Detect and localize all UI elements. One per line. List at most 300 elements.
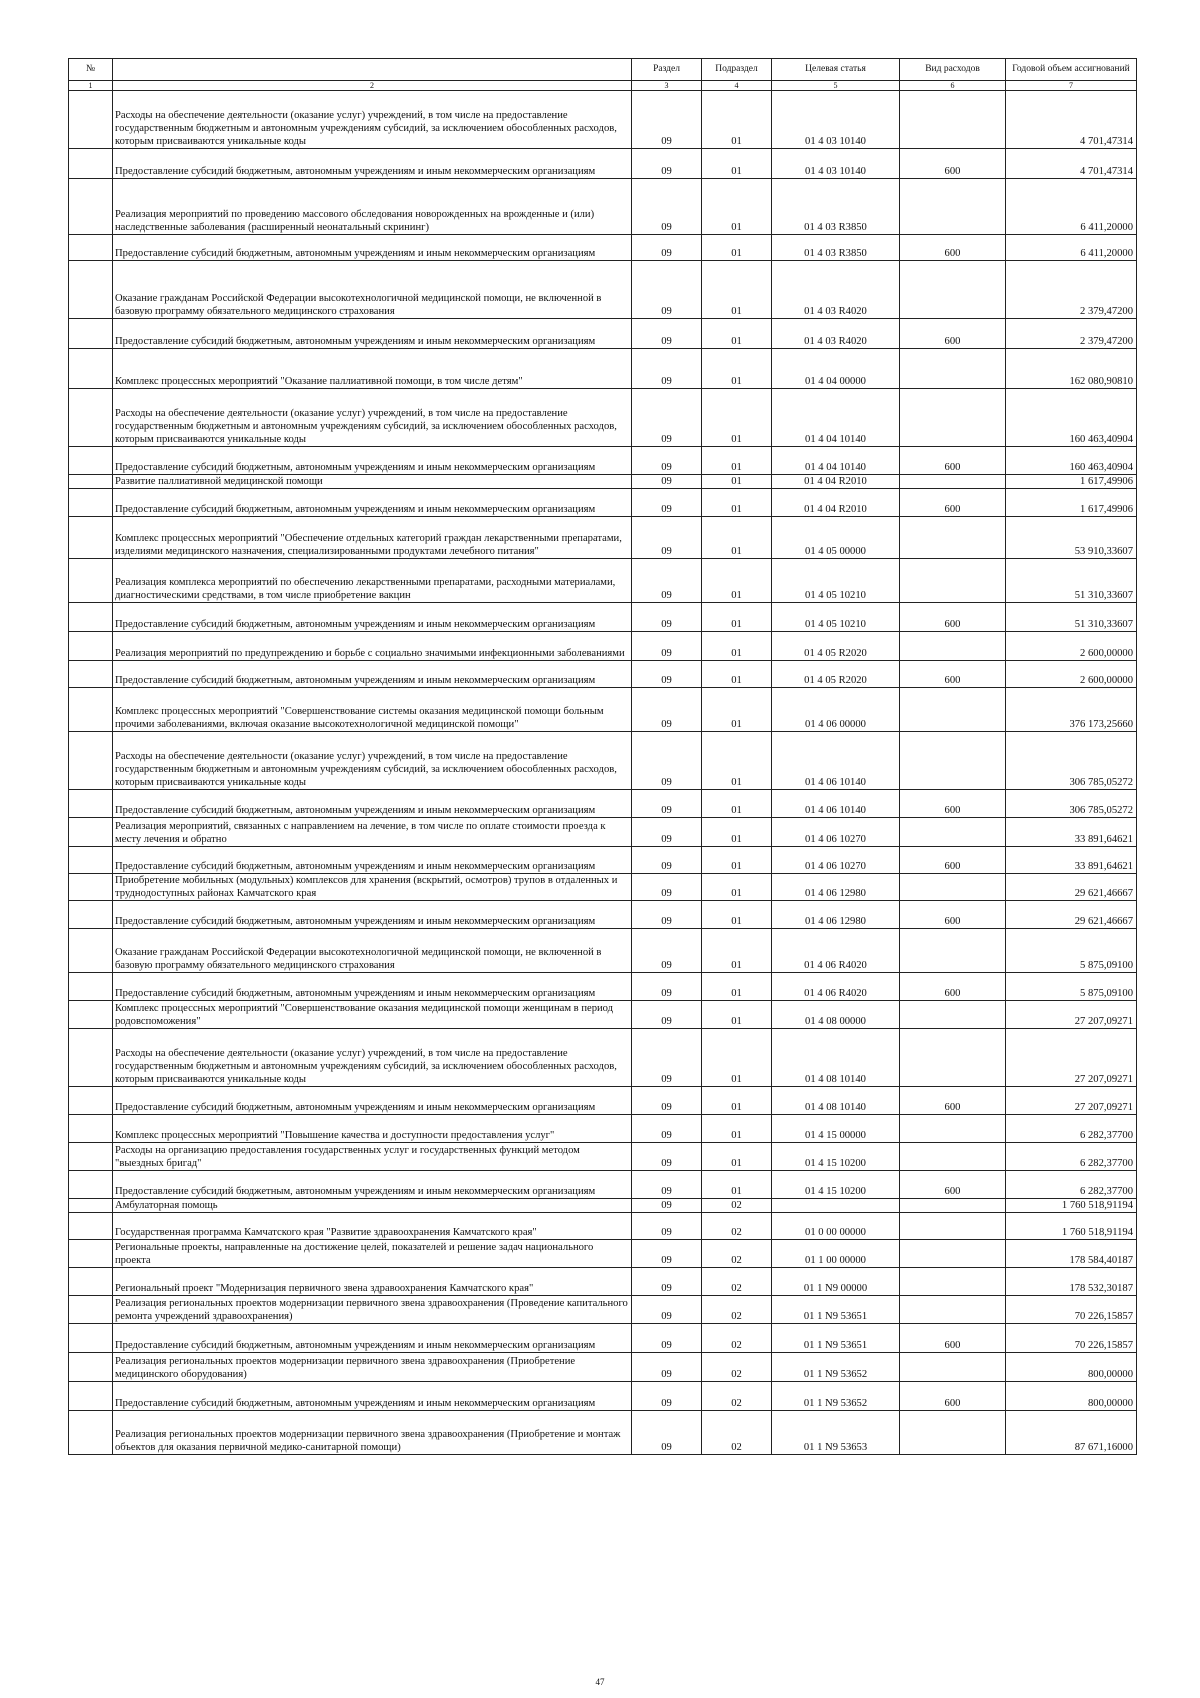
razdel-code: 09 (632, 389, 702, 447)
podrazdel-code: 02 (702, 1382, 772, 1411)
table-row (69, 818, 1137, 847)
expense-type-code: 600 (900, 319, 1006, 349)
budget-table (68, 58, 1137, 1455)
item-name: Комплекс процессных мероприятий "Обеспечение отдельных категорий граждан лекарственными препаратами, изделиями медицинского назначения, специализированными продуктами лечебного питания" (113, 517, 632, 559)
col-header-podrazdel: Подраздел (702, 59, 772, 81)
item-name: Предоставление субсидий бюджетным, автономным учреждениям и иным некоммерческим организациям (113, 901, 632, 929)
razdel-code: 09 (632, 517, 702, 559)
expense-type-code (900, 1411, 1006, 1455)
row-number-cell (69, 1087, 113, 1115)
col-header-name (113, 59, 632, 81)
razdel-code: 09 (632, 818, 702, 847)
target-article-code: 01 4 06 10140 (772, 790, 900, 818)
item-name: Предоставление субсидий бюджетным, автономным учреждениям и иным некоммерческим организациям (113, 149, 632, 179)
annual-amount: 6 282,37700 (1006, 1115, 1137, 1143)
table-row (69, 732, 1137, 790)
item-name: Расходы на организацию предоставления государственных услуг и государственных функций методом "выездных бригад" (113, 1143, 632, 1171)
razdel-code: 09 (632, 1382, 702, 1411)
target-article-code: 01 4 05 00000 (772, 517, 900, 559)
expense-type-code: 600 (900, 489, 1006, 517)
annual-amount: 2 600,00000 (1006, 632, 1137, 661)
razdel-code: 09 (632, 1115, 702, 1143)
razdel-code: 09 (632, 1001, 702, 1029)
expense-type-code (900, 179, 1006, 235)
annual-amount: 70 226,15857 (1006, 1296, 1137, 1324)
table-row (69, 1240, 1137, 1268)
row-number-cell (69, 1001, 113, 1029)
podrazdel-code: 01 (702, 1001, 772, 1029)
razdel-code: 09 (632, 489, 702, 517)
annual-amount: 376 173,25660 (1006, 688, 1137, 732)
row-number-cell (69, 349, 113, 389)
table-row (69, 790, 1137, 818)
annual-amount: 2 379,47200 (1006, 319, 1137, 349)
row-number-cell (69, 447, 113, 475)
table-row (69, 661, 1137, 688)
annual-amount: 33 891,64621 (1006, 847, 1137, 874)
annual-amount: 800,00000 (1006, 1382, 1137, 1411)
table-row (69, 1213, 1137, 1240)
expense-type-code (900, 1143, 1006, 1171)
col-number-7: 7 (1006, 81, 1137, 91)
annual-amount: 160 463,40904 (1006, 447, 1137, 475)
item-name: Предоставление субсидий бюджетным, автономным учреждениям и иным некоммерческим организациям (113, 235, 632, 261)
target-article-code: 01 4 05 10210 (772, 559, 900, 603)
expense-type-code (900, 1001, 1006, 1029)
table-row (69, 1171, 1137, 1199)
table-row (69, 517, 1137, 559)
annual-amount: 5 875,09100 (1006, 929, 1137, 973)
razdel-code: 09 (632, 349, 702, 389)
table-row (69, 235, 1137, 261)
razdel-code: 09 (632, 1213, 702, 1240)
annual-amount: 160 463,40904 (1006, 389, 1137, 447)
target-article-code (772, 1199, 900, 1213)
podrazdel-code: 02 (702, 1213, 772, 1240)
expense-type-code: 600 (900, 149, 1006, 179)
item-name: Предоставление субсидий бюджетным, автономным учреждениям и иным некоммерческим организациям (113, 1087, 632, 1115)
target-article-code: 01 4 04 10140 (772, 447, 900, 475)
podrazdel-code: 01 (702, 973, 772, 1001)
razdel-code: 09 (632, 1171, 702, 1199)
podrazdel-code: 01 (702, 389, 772, 447)
item-name: Предоставление субсидий бюджетным, автономным учреждениям и иным некоммерческим организациям (113, 790, 632, 818)
expense-type-code: 600 (900, 1171, 1006, 1199)
target-article-code: 01 4 04 R2010 (772, 475, 900, 489)
expense-type-code (900, 632, 1006, 661)
target-article-code: 01 4 03 R4020 (772, 261, 900, 319)
item-name: Реализация региональных проектов модернизации первичного звена здравоохранения (Приобретение медицинского оборудования) (113, 1353, 632, 1382)
row-number-cell (69, 389, 113, 447)
target-article-code: 01 1 N9 00000 (772, 1268, 900, 1296)
razdel-code: 09 (632, 661, 702, 688)
item-name: Развитие паллиативной медицинской помощи (113, 475, 632, 489)
page-number: 47 (595, 1677, 605, 1687)
row-number-cell (69, 1382, 113, 1411)
table-header (69, 59, 1137, 91)
table-row (69, 389, 1137, 447)
podrazdel-code: 01 (702, 790, 772, 818)
item-name: Предоставление субсидий бюджетным, автономным учреждениям и иным некоммерческим организациям (113, 1171, 632, 1199)
target-article-code: 01 4 04 R2010 (772, 489, 900, 517)
row-number-cell (69, 818, 113, 847)
expense-type-code (900, 874, 1006, 901)
table-row (69, 1296, 1137, 1324)
table-row (69, 1411, 1137, 1455)
expense-type-code: 600 (900, 847, 1006, 874)
table-row (69, 261, 1137, 319)
table-row (69, 603, 1137, 632)
annual-amount: 6 411,20000 (1006, 179, 1137, 235)
item-name: Расходы на обеспечение деятельности (оказание услуг) учреждений, в том числе на предоставление государственным бюджетным и автономным учреждениям субсидий, за исключением обособленных расходов, которым присваиваются уникальные коды (113, 1029, 632, 1087)
podrazdel-code: 01 (702, 261, 772, 319)
item-name: Предоставление субсидий бюджетным, автономным учреждениям и иным некоммерческим организациям (113, 319, 632, 349)
razdel-code: 09 (632, 559, 702, 603)
item-name: Предоставление субсидий бюджетным, автономным учреждениям и иным некоммерческим организациям (113, 847, 632, 874)
item-name: Комплекс процессных мероприятий "Совершенствование системы оказания медицинской помощи больным прочими заболеваниями, включая оказание высокотехнологичной медицинской помощи" (113, 688, 632, 732)
table-row (69, 1001, 1137, 1029)
row-number-cell (69, 1199, 113, 1213)
row-number-cell (69, 1143, 113, 1171)
table-row (69, 149, 1137, 179)
target-article-code: 01 4 06 R4020 (772, 929, 900, 973)
podrazdel-code: 01 (702, 603, 772, 632)
razdel-code: 09 (632, 235, 702, 261)
podrazdel-code: 01 (702, 847, 772, 874)
item-name: Оказание гражданам Российской Федерации высокотехнологичной медицинской помощи, не включенной в базовую программу обязательного медицинского страхования (113, 261, 632, 319)
target-article-code: 01 4 15 00000 (772, 1115, 900, 1143)
podrazdel-code: 01 (702, 901, 772, 929)
item-name: Реализация мероприятий, связанных с направлением на лечение, в том числе по оплате стоимости проезда к месту лечения и обратно (113, 818, 632, 847)
item-name: Реализация мероприятий по проведению массового обследования новорожденных на врожденные и (или) наследственные заболевания (расширенный неонатальный скрининг) (113, 179, 632, 235)
podrazdel-code: 02 (702, 1268, 772, 1296)
expense-type-code: 600 (900, 1324, 1006, 1353)
podrazdel-code: 02 (702, 1411, 772, 1455)
annual-amount: 33 891,64621 (1006, 818, 1137, 847)
podrazdel-code: 01 (702, 149, 772, 179)
row-number-cell (69, 1411, 113, 1455)
item-name: Региональные проекты, направленные на достижение целей, показателей и решение задач национального проекта (113, 1240, 632, 1268)
target-article-code: 01 4 06 00000 (772, 688, 900, 732)
row-number-cell (69, 1240, 113, 1268)
expense-type-code (900, 1268, 1006, 1296)
podrazdel-code: 01 (702, 688, 772, 732)
target-article-code: 01 4 06 12980 (772, 874, 900, 901)
podrazdel-code: 02 (702, 1240, 772, 1268)
table-row (69, 973, 1137, 1001)
table-row (69, 1115, 1137, 1143)
item-name: Реализация комплекса мероприятий по обеспечению лекарственными препаратами, расходными материалами, диагностическими средствами, в том числе приобретение вакцин (113, 559, 632, 603)
annual-amount: 5 875,09100 (1006, 973, 1137, 1001)
col-number-1: 1 (69, 81, 113, 91)
expense-type-code (900, 1199, 1006, 1213)
annual-amount: 27 207,09271 (1006, 1087, 1137, 1115)
item-name: Региональный проект "Модернизация первичного звена здравоохранения Камчатского края" (113, 1268, 632, 1296)
podrazdel-code: 01 (702, 559, 772, 603)
annual-amount: 4 701,47314 (1006, 149, 1137, 179)
podrazdel-code: 01 (702, 475, 772, 489)
razdel-code: 09 (632, 1324, 702, 1353)
expense-type-code: 600 (900, 603, 1006, 632)
table-body (69, 91, 1137, 1455)
row-number-cell (69, 790, 113, 818)
annual-amount: 306 785,05272 (1006, 790, 1137, 818)
annual-amount: 87 671,16000 (1006, 1411, 1137, 1455)
annual-amount: 27 207,09271 (1006, 1001, 1137, 1029)
razdel-code: 09 (632, 319, 702, 349)
annual-amount: 6 411,20000 (1006, 235, 1137, 261)
podrazdel-code: 01 (702, 1171, 772, 1199)
table-row (69, 559, 1137, 603)
item-name: Комплекс процессных мероприятий "Повышение качества и доступности предоставления услуг" (113, 1115, 632, 1143)
expense-type-code (900, 1240, 1006, 1268)
item-name: Предоставление субсидий бюджетным, автономным учреждениям и иным некоммерческим организациям (113, 447, 632, 475)
razdel-code: 09 (632, 1353, 702, 1382)
razdel-code: 09 (632, 91, 702, 149)
target-article-code: 01 4 08 00000 (772, 1001, 900, 1029)
annual-amount: 6 282,37700 (1006, 1171, 1137, 1199)
target-article-code: 01 4 15 10200 (772, 1171, 900, 1199)
expense-type-code (900, 389, 1006, 447)
razdel-code: 09 (632, 1411, 702, 1455)
annual-amount: 51 310,33607 (1006, 603, 1137, 632)
item-name: Оказание гражданам Российской Федерации высокотехнологичной медицинской помощи, не включенной в базовую программу обязательного медицинского страхования (113, 929, 632, 973)
annual-amount: 1 617,49906 (1006, 489, 1137, 517)
expense-type-code (900, 91, 1006, 149)
row-number-cell (69, 1213, 113, 1240)
target-article-code: 01 4 08 10140 (772, 1029, 900, 1087)
target-article-code: 01 4 06 10270 (772, 847, 900, 874)
table-row (69, 349, 1137, 389)
target-article-code: 01 4 05 R2020 (772, 632, 900, 661)
razdel-code: 09 (632, 1240, 702, 1268)
target-article-code: 01 4 03 R4020 (772, 319, 900, 349)
razdel-code: 09 (632, 632, 702, 661)
annual-amount: 53 910,33607 (1006, 517, 1137, 559)
target-article-code: 01 1 N9 53651 (772, 1296, 900, 1324)
col-number-4: 4 (702, 81, 772, 91)
razdel-code: 09 (632, 447, 702, 475)
row-number-cell (69, 1029, 113, 1087)
col-header-target: Целевая статья (772, 59, 900, 81)
expense-type-code (900, 929, 1006, 973)
razdel-code: 09 (632, 1296, 702, 1324)
podrazdel-code: 01 (702, 1029, 772, 1087)
row-number-cell (69, 929, 113, 973)
target-article-code: 01 0 00 00000 (772, 1213, 900, 1240)
row-number-cell (69, 901, 113, 929)
podrazdel-code: 01 (702, 235, 772, 261)
expense-type-code (900, 559, 1006, 603)
expense-type-code (900, 1029, 1006, 1087)
target-article-code: 01 4 04 00000 (772, 349, 900, 389)
razdel-code: 09 (632, 1199, 702, 1213)
razdel-code: 09 (632, 1268, 702, 1296)
annual-amount: 178 532,30187 (1006, 1268, 1137, 1296)
razdel-code: 09 (632, 790, 702, 818)
row-number-cell (69, 661, 113, 688)
row-number-cell (69, 559, 113, 603)
table-row (69, 447, 1137, 475)
expense-type-code: 600 (900, 235, 1006, 261)
razdel-code: 09 (632, 1087, 702, 1115)
expense-type-code (900, 349, 1006, 389)
target-article-code: 01 1 N9 53653 (772, 1411, 900, 1455)
expense-type-code: 600 (900, 661, 1006, 688)
razdel-code: 09 (632, 847, 702, 874)
podrazdel-code: 01 (702, 1143, 772, 1171)
table-row (69, 1087, 1137, 1115)
podrazdel-code: 02 (702, 1296, 772, 1324)
expense-type-code (900, 1296, 1006, 1324)
podrazdel-code: 01 (702, 818, 772, 847)
target-article-code: 01 4 05 10210 (772, 603, 900, 632)
target-article-code: 01 1 N9 53652 (772, 1382, 900, 1411)
expense-type-code: 600 (900, 447, 1006, 475)
expense-type-code (900, 1115, 1006, 1143)
table-row (69, 475, 1137, 489)
target-article-code: 01 4 03 10140 (772, 149, 900, 179)
row-number-cell (69, 1296, 113, 1324)
razdel-code: 09 (632, 688, 702, 732)
target-article-code: 01 1 N9 53652 (772, 1353, 900, 1382)
razdel-code: 09 (632, 973, 702, 1001)
razdel-code: 09 (632, 901, 702, 929)
razdel-code: 09 (632, 874, 702, 901)
item-name: Предоставление субсидий бюджетным, автономным учреждениям и иным некоммерческим организациям (113, 1382, 632, 1411)
item-name: Предоставление субсидий бюджетным, автономным учреждениям и иным некоммерческим организациям (113, 603, 632, 632)
target-article-code: 01 4 03 R3850 (772, 179, 900, 235)
target-article-code: 01 4 15 10200 (772, 1143, 900, 1171)
target-article-code: 01 4 04 10140 (772, 389, 900, 447)
expense-type-code (900, 1353, 1006, 1382)
row-number-cell (69, 475, 113, 489)
annual-amount: 178 584,40187 (1006, 1240, 1137, 1268)
row-number-cell (69, 632, 113, 661)
row-number-cell (69, 1268, 113, 1296)
target-article-code: 01 4 08 10140 (772, 1087, 900, 1115)
item-name: Приобретение мобильных (модульных) комплексов для хранения (вскрытий, осмотров) трупов в отдаленных и труднодоступных районах Камчатского края (113, 874, 632, 901)
table-row (69, 489, 1137, 517)
podrazdel-code: 01 (702, 929, 772, 973)
annual-amount: 1 760 518,91194 (1006, 1213, 1137, 1240)
annual-amount: 1 760 518,91194 (1006, 1199, 1137, 1213)
table-row (69, 874, 1137, 901)
row-number-cell (69, 874, 113, 901)
podrazdel-code: 01 (702, 661, 772, 688)
expense-type-code: 600 (900, 973, 1006, 1001)
item-name: Предоставление субсидий бюджетным, автономным учреждениям и иным некоммерческим организациям (113, 489, 632, 517)
col-number-2: 2 (113, 81, 632, 91)
table-row (69, 1382, 1137, 1411)
row-number-cell (69, 489, 113, 517)
item-name: Расходы на обеспечение деятельности (оказание услуг) учреждений, в том числе на предоставление государственным бюджетным и автономным учреждениям субсидий, за исключением обособленных расходов, которым присваиваются уникальные коды (113, 389, 632, 447)
podrazdel-code: 01 (702, 319, 772, 349)
podrazdel-code: 01 (702, 517, 772, 559)
item-name: Реализация региональных проектов модернизации первичного звена здравоохранения (Приобретение и монтаж объектов для оказания первичной медико-санитарной помощи) (113, 1411, 632, 1455)
table-row (69, 688, 1137, 732)
row-number-cell (69, 149, 113, 179)
row-number-cell (69, 319, 113, 349)
razdel-code: 09 (632, 149, 702, 179)
budget-table-sheet (68, 58, 1136, 1455)
podrazdel-code: 01 (702, 91, 772, 149)
target-article-code: 01 4 03 10140 (772, 91, 900, 149)
target-article-code: 01 4 06 10270 (772, 818, 900, 847)
podrazdel-code: 01 (702, 447, 772, 475)
podrazdel-code: 02 (702, 1324, 772, 1353)
expense-type-code (900, 475, 1006, 489)
item-name: Комплекс процессных мероприятий "Оказание паллиативной помощи, в том числе детям" (113, 349, 632, 389)
razdel-code: 09 (632, 261, 702, 319)
row-number-cell (69, 235, 113, 261)
annual-amount: 70 226,15857 (1006, 1324, 1137, 1353)
expense-type-code (900, 818, 1006, 847)
annual-amount: 4 701,47314 (1006, 91, 1137, 149)
razdel-code: 09 (632, 929, 702, 973)
table-row (69, 1143, 1137, 1171)
col-header-amount: Годовой объем ассигнований (1006, 59, 1137, 81)
table-row (69, 847, 1137, 874)
table-row (69, 179, 1137, 235)
razdel-code: 09 (632, 1029, 702, 1087)
row-number-cell (69, 847, 113, 874)
item-name: Реализация региональных проектов модернизации первичного звена здравоохранения (Проведение капитального ремонта учреждений здравоохранения) (113, 1296, 632, 1324)
podrazdel-code: 02 (702, 1353, 772, 1382)
row-number-cell (69, 91, 113, 149)
podrazdel-code: 01 (702, 489, 772, 517)
item-name: Государственная программа Камчатского края "Развитие здравоохранения Камчатского края" (113, 1213, 632, 1240)
table-row (69, 901, 1137, 929)
target-article-code: 01 1 00 00000 (772, 1240, 900, 1268)
col-header-razdel: Раздел (632, 59, 702, 81)
col-number-6: 6 (900, 81, 1006, 91)
target-article-code: 01 4 06 10140 (772, 732, 900, 790)
item-name: Амбулаторная помощь (113, 1199, 632, 1213)
table-row (69, 929, 1137, 973)
expense-type-code (900, 1213, 1006, 1240)
item-name: Расходы на обеспечение деятельности (оказание услуг) учреждений, в том числе на предоставление государственным бюджетным и автономным учреждениям субсидий, за исключением обособленных расходов, которым присваиваются уникальные коды (113, 91, 632, 149)
razdel-code: 09 (632, 732, 702, 790)
row-number-cell (69, 1324, 113, 1353)
col-number-3: 3 (632, 81, 702, 91)
podrazdel-code: 01 (702, 732, 772, 790)
target-article-code: 01 1 N9 53651 (772, 1324, 900, 1353)
razdel-code: 09 (632, 475, 702, 489)
item-name: Предоставление субсидий бюджетным, автономным учреждениям и иным некоммерческим организациям (113, 661, 632, 688)
table-row (69, 91, 1137, 149)
item-name: Расходы на обеспечение деятельности (оказание услуг) учреждений, в том числе на предоставление государственным бюджетным и автономным учреждениям субсидий, за исключением обособленных расходов, которым присваиваются уникальные коды (113, 732, 632, 790)
annual-amount: 6 282,37700 (1006, 1143, 1137, 1171)
podrazdel-code: 01 (702, 632, 772, 661)
target-article-code: 01 4 05 R2020 (772, 661, 900, 688)
expense-type-code (900, 688, 1006, 732)
item-name: Комплекс процессных мероприятий "Совершенствование оказания медицинской помощи женщинам в период родовспоможения" (113, 1001, 632, 1029)
expense-type-code (900, 732, 1006, 790)
expense-type-code (900, 517, 1006, 559)
item-name: Предоставление субсидий бюджетным, автономным учреждениям и иным некоммерческим организациям (113, 1324, 632, 1353)
podrazdel-code: 02 (702, 1199, 772, 1213)
podrazdel-code: 01 (702, 1087, 772, 1115)
table-row (69, 319, 1137, 349)
row-number-cell (69, 732, 113, 790)
row-number-cell (69, 1353, 113, 1382)
expense-type-code (900, 261, 1006, 319)
table-row (69, 1353, 1137, 1382)
expense-type-code: 600 (900, 1382, 1006, 1411)
podrazdel-code: 01 (702, 1115, 772, 1143)
col-header-number: № (69, 59, 113, 81)
